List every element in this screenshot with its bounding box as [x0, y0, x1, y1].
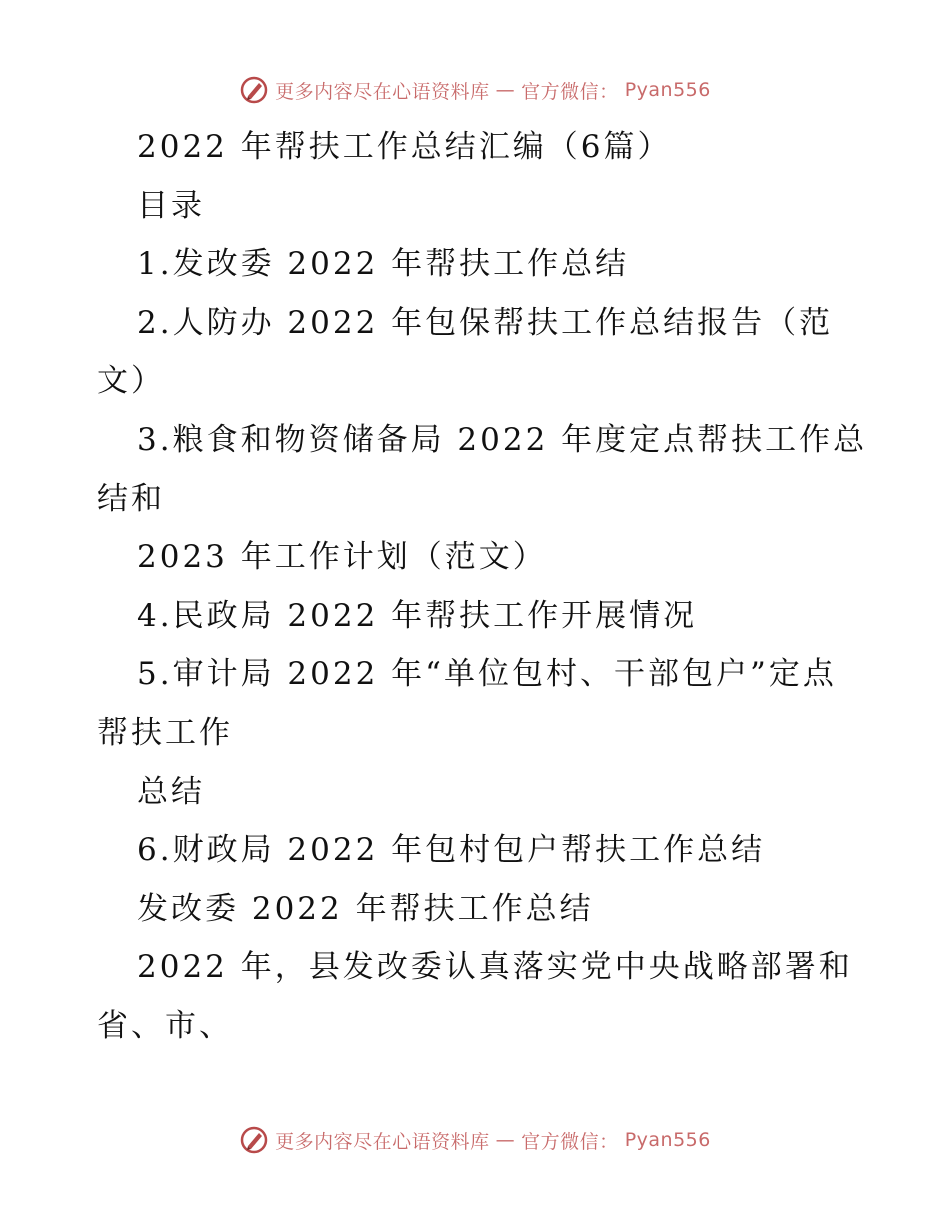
document-line: 3.粮食和物资储备局 2022 年度定点帮扶工作总	[137, 421, 868, 458]
banner-wechat-id: Pyan556	[624, 79, 711, 101]
document-line: 4.民政局 2022 年帮扶工作开展情况	[137, 597, 698, 634]
footer-watermark-banner	[0, 1120, 950, 1160]
document-line: 2.人防办 2022 年包保帮扶工作总结报告（范	[137, 304, 834, 341]
document-line: 文）	[97, 363, 165, 400]
banner-wechat-id: Pyan556	[624, 1129, 711, 1151]
document-line: 1.发改委 2022 年帮扶工作总结	[137, 246, 630, 283]
pen-logo-icon	[239, 75, 269, 105]
banner-separator: —	[495, 79, 516, 101]
document-line: 总结	[137, 773, 205, 810]
document-line: 6.财政局 2022 年包村包户帮扶工作总结	[137, 832, 766, 869]
banner-wechat-label: 官方微信：	[521, 80, 619, 103]
banner-text: 更多内容尽在心语资料库	[275, 80, 490, 103]
document-line: 2022 年，县发改委认真落实党中央战略部署和	[137, 949, 853, 986]
pen-logo-icon	[239, 1125, 269, 1155]
document-line: 2023 年工作计划（范文）	[137, 539, 547, 576]
document-body	[97, 118, 868, 1056]
document-line: 省、市、	[97, 1007, 233, 1044]
document-line: 2022 年帮扶工作总结汇编（6篇）	[137, 129, 672, 165]
document-line: 结和	[97, 480, 165, 517]
banner-separator: —	[495, 1129, 516, 1151]
banner-wechat-label: 官方微信：	[521, 1130, 619, 1153]
banner-text: 更多内容尽在心语资料库	[275, 1130, 490, 1153]
document-line: 5.审计局 2022 年“单位包村、干部包户”定点	[137, 656, 837, 693]
document-line: 目录	[137, 187, 205, 224]
document-line: 发改委 2022 年帮扶工作总结	[137, 890, 594, 927]
document-line: 帮扶工作	[97, 714, 233, 751]
header-watermark-banner	[0, 70, 950, 110]
